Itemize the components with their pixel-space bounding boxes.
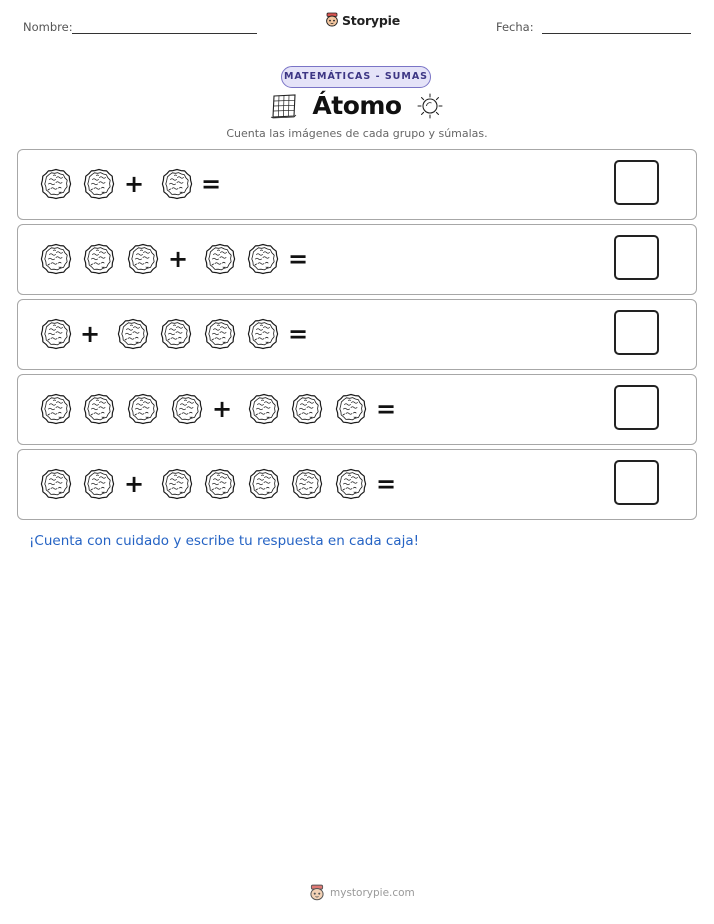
- instructions: Cuenta las imágenes de cada grupo y súmalas.: [226, 127, 488, 140]
- footer-note: ¡Cuenta con cuidado y escribe tu respuesta en cada caja!: [29, 533, 420, 549]
- name-field-line[interactable]: [72, 33, 257, 34]
- storypie-mascot-icon: [325, 12, 339, 28]
- equals-sign: =: [288, 320, 309, 348]
- atom-ball-icon: [82, 467, 116, 501]
- atom-ball-icon: [334, 392, 368, 426]
- problem-row-5: [17, 449, 697, 520]
- atom-ball-icon: [290, 467, 324, 501]
- problem-row-4: [17, 374, 697, 445]
- atom-ball-icon: [334, 467, 368, 501]
- atom-ball-icon: [290, 392, 324, 426]
- atom-ball-icon: [246, 242, 280, 276]
- title-row: [0, 91, 714, 120]
- atom-ball-icon: [160, 467, 194, 501]
- equals-sign: =: [201, 170, 222, 198]
- date-field-line[interactable]: [542, 33, 691, 34]
- atom-ball-icon: [247, 392, 281, 426]
- problem-row-2: [17, 224, 697, 295]
- equals-sign: =: [376, 395, 397, 423]
- atom-ball-icon: [39, 467, 73, 501]
- atom-ball-icon: [170, 392, 204, 426]
- atom-ball-icon: [39, 317, 73, 351]
- answer-box[interactable]: [614, 460, 659, 505]
- plus-sign: +: [80, 320, 101, 348]
- atom-ball-icon: [246, 317, 280, 351]
- atom-ball-icon: [160, 167, 194, 201]
- storypie-logo: [325, 12, 400, 28]
- equals-sign: =: [288, 245, 309, 273]
- date-label: Fecha:: [496, 20, 534, 34]
- plus-sign: +: [212, 395, 233, 423]
- storypie-mascot-icon: [309, 884, 325, 902]
- atom-ball-icon: [203, 317, 237, 351]
- equals-sign: =: [376, 470, 397, 498]
- plus-sign: +: [168, 245, 189, 273]
- atom-ball-icon: [82, 167, 116, 201]
- notebook-doodle-icon: [270, 93, 298, 119]
- atom-sun-doodle-icon: [416, 92, 444, 120]
- atom-ball-icon: [39, 167, 73, 201]
- footer-site[interactable]: mystorypie.com: [330, 887, 415, 899]
- problem-row-3: [17, 299, 697, 370]
- answer-box[interactable]: [614, 310, 659, 355]
- atom-ball-icon: [39, 242, 73, 276]
- name-label: Nombre:: [23, 20, 73, 34]
- answer-box[interactable]: [614, 385, 659, 430]
- plus-sign: +: [124, 170, 145, 198]
- answer-box[interactable]: [614, 160, 659, 205]
- atom-ball-icon: [82, 392, 116, 426]
- atom-ball-icon: [203, 242, 237, 276]
- atom-ball-icon: [126, 392, 160, 426]
- atom-ball-icon: [159, 317, 193, 351]
- atom-ball-icon: [116, 317, 150, 351]
- atom-ball-icon: [39, 392, 73, 426]
- atom-ball-icon: [203, 467, 237, 501]
- answer-box[interactable]: [614, 235, 659, 280]
- atom-ball-icon: [82, 242, 116, 276]
- brand-name: Storypie: [342, 12, 400, 28]
- atom-ball-icon: [126, 242, 160, 276]
- category-badge: MATEMÁTICAS - SUMAS: [281, 66, 431, 88]
- problem-row-1: [17, 149, 697, 220]
- atom-ball-icon: [247, 467, 281, 501]
- plus-sign: +: [124, 470, 145, 498]
- worksheet-title: Átomo: [312, 91, 402, 120]
- footer: [309, 884, 415, 902]
